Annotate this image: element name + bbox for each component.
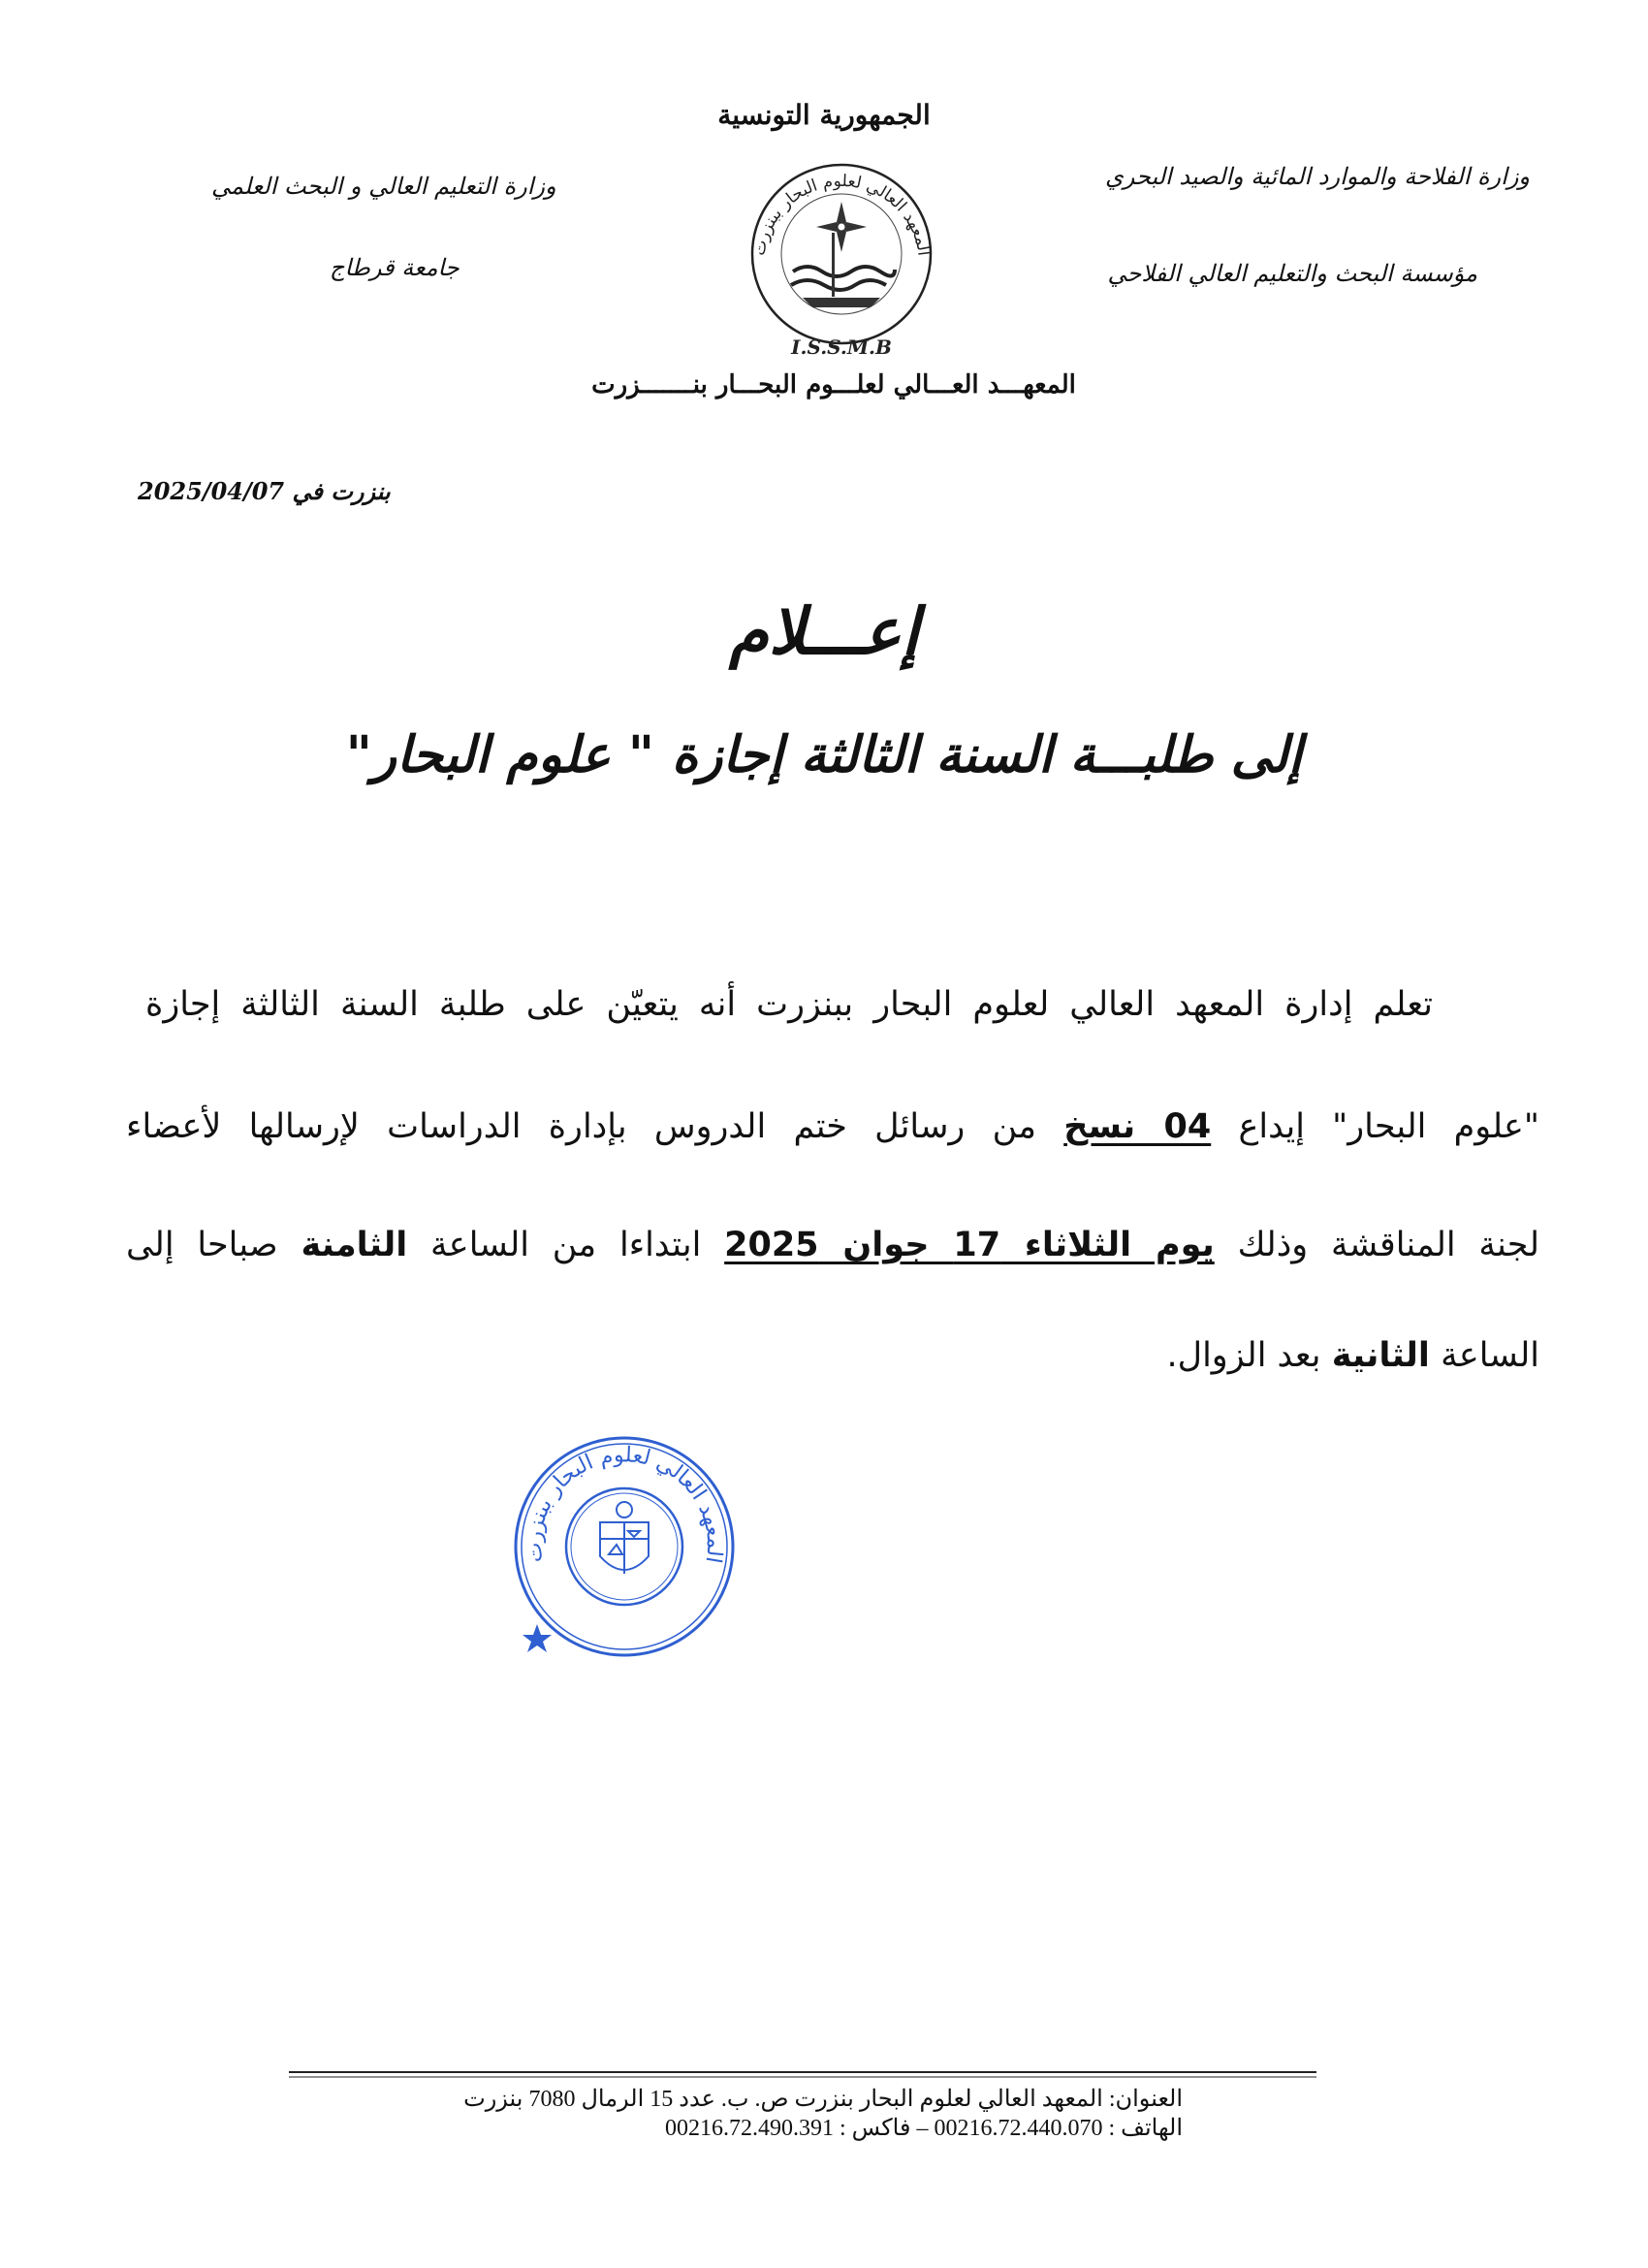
start-hour: الثامنة bbox=[301, 1226, 408, 1264]
deadline-date: يوم الثلاثاء 17 جوان 2025 bbox=[724, 1226, 1215, 1264]
institute-name: المعهـــد العـــالي لعلـــوم البحـــار بنـــــــزرت bbox=[591, 370, 1076, 399]
stamp-ring-text: المعهد العالي لعلوم البحار ببنزرت bbox=[522, 1443, 727, 1565]
footer-phone: الهاتف : 00216.72.440.070 – فاكس : 00216.72.490.391 bbox=[664, 2116, 1183, 2141]
body-line-1: تعلم إدارة المعهد العالي لعلوم البحار ببنزرت أنه يتعيّن على طلبة السنة الثالثة إجازة bbox=[145, 985, 1433, 1024]
notice-title: إعـــلام bbox=[729, 593, 919, 669]
body-text: من رسائل ختم الدروس بإدارة الدراسات لإرسالها لأعضاء bbox=[126, 1107, 1036, 1146]
footer-divider bbox=[289, 2065, 1316, 2075]
university-carthage: جامعة قرطاج bbox=[330, 254, 460, 281]
official-stamp-icon bbox=[508, 1430, 741, 1663]
republic-heading: الجمهورية التونسية bbox=[717, 99, 931, 131]
notice-subtitle: إلى طلبـــة السنة الثالثة إجازة " علوم البحار" bbox=[345, 725, 1303, 784]
body-text: "علوم البحار" إيداع bbox=[1238, 1107, 1539, 1146]
body-text: لجنة المناقشة وذلك bbox=[1237, 1226, 1539, 1264]
body-text: ابتداءا من الساعة bbox=[430, 1226, 702, 1264]
logo-ring-text: المعهد العالي لعلوم البحار ببنزرت bbox=[749, 171, 934, 258]
end-hour: الثانية bbox=[1331, 1336, 1430, 1375]
body-line-3 bbox=[126, 1226, 1539, 1264]
body-line-2 bbox=[126, 1107, 1539, 1146]
agricultural-research-agency: مؤسسة البحث والتعليم العالي الفلاحي bbox=[1107, 260, 1477, 287]
ministry-higher-education: وزارة التعليم العالي و البحث العلمي bbox=[211, 173, 556, 200]
copies-count: 04 نسخ bbox=[1063, 1107, 1212, 1146]
ministry-agriculture: وزارة الفلاحة والموارد المائية والصيد البحري bbox=[1104, 163, 1530, 190]
body-line-4 bbox=[126, 1336, 1539, 1375]
body-text: بعد الزوال. bbox=[1166, 1336, 1321, 1375]
body-text: صباحا إلى bbox=[126, 1226, 278, 1264]
footer-address: العنوان: المعهد العالي لعلوم البحار بنزرت ص. ب. عدد 15 الرمال 7080 بنزرت bbox=[463, 2087, 1183, 2112]
body-text: الساعة bbox=[1441, 1336, 1539, 1375]
logo-abbrev: I.S.S.M.B bbox=[791, 335, 892, 359]
date-line: بنزرت في 2025/04/07 bbox=[138, 477, 391, 505]
institute-logo-icon bbox=[735, 157, 948, 361]
